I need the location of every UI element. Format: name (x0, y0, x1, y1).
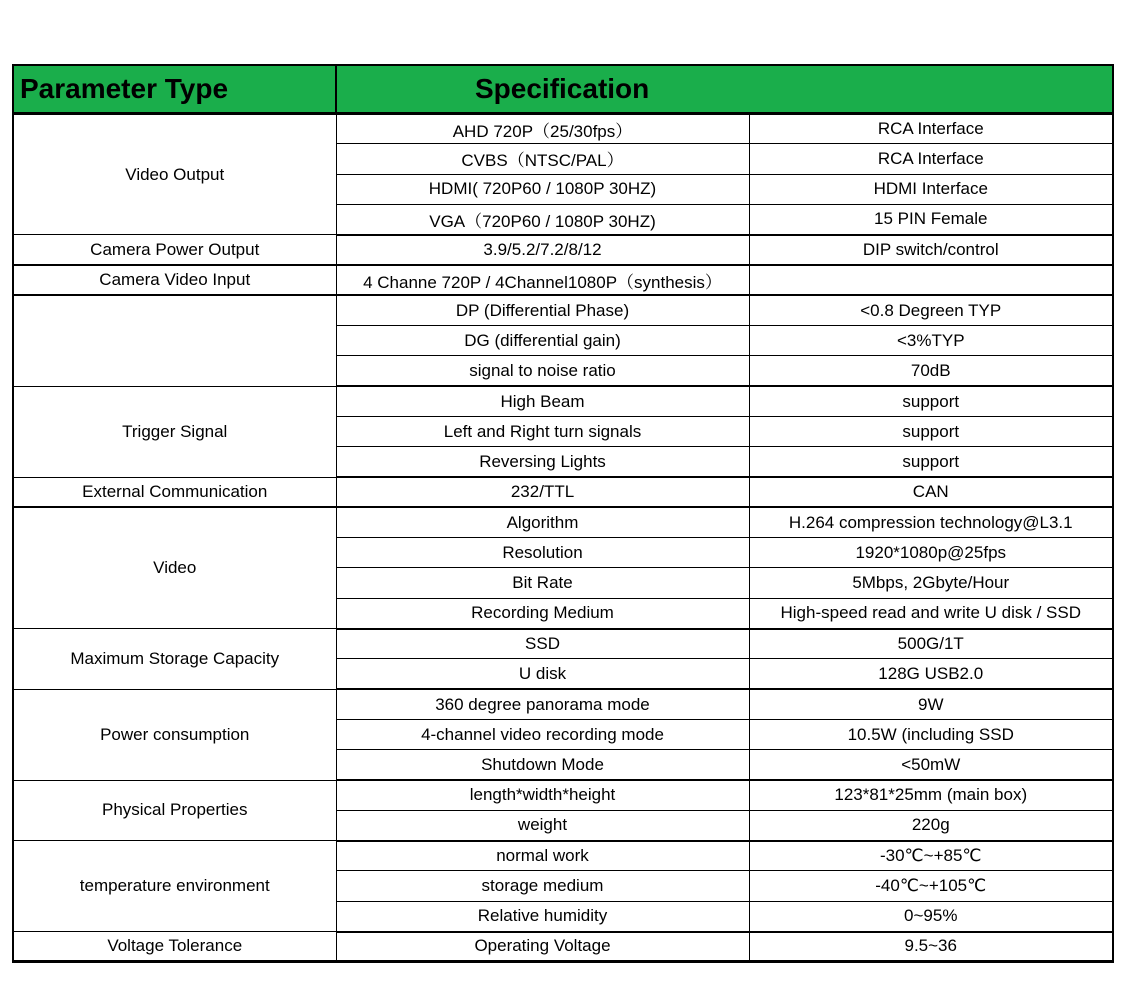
value-cell: RCA Interface (749, 144, 1113, 174)
value-cell: 9W (749, 689, 1113, 719)
specification-cell: Bit Rate (336, 568, 749, 598)
specification-cell: Algorithm (336, 507, 749, 537)
specification-cell: Resolution (336, 538, 749, 568)
table-row (13, 932, 1113, 962)
value-cell: <3%TYP (749, 326, 1113, 356)
table-body (13, 114, 1113, 962)
specification-cell: storage medium (336, 871, 749, 901)
specification-cell: HDMI( 720P60 / 1080P 30HZ) (336, 174, 749, 204)
value-cell: RCA Interface (749, 114, 1113, 144)
parameter-name-cell (13, 295, 336, 386)
specification-cell: DP (Differential Phase) (336, 295, 749, 325)
specification-cell: High Beam (336, 386, 749, 416)
value-cell: DIP switch/control (749, 235, 1113, 265)
value-cell: <0.8 Degreen TYP (749, 295, 1113, 325)
specification-cell: Recording Medium (336, 598, 749, 628)
parameter-name-cell: Voltage Tolerance (13, 932, 336, 962)
specification-cell: VGA（720P60 / 1080P 30HZ) (336, 204, 749, 234)
value-cell (749, 265, 1113, 295)
value-cell: 9.5~36 (749, 932, 1113, 962)
parameter-name-cell: temperature environment (13, 841, 336, 932)
value-cell: 15 PIN Female (749, 204, 1113, 234)
parameter-name-cell: External Communication (13, 477, 336, 507)
value-cell: support (749, 447, 1113, 477)
table-row (13, 507, 1113, 537)
value-cell: support (749, 416, 1113, 446)
value-cell: 500G/1T (749, 629, 1113, 659)
header-specification: Specification (336, 65, 749, 114)
parameter-name-cell: Camera Power Output (13, 235, 336, 265)
table-row (13, 295, 1113, 325)
specification-cell: length*width*height (336, 780, 749, 810)
value-cell: -40℃~+105℃ (749, 871, 1113, 901)
specification-cell: 360 degree panorama mode (336, 689, 749, 719)
table-row (13, 386, 1113, 416)
specification-cell: 232/TTL (336, 477, 749, 507)
table-row (13, 689, 1113, 719)
specification-cell: 4-channel video recording mode (336, 719, 749, 749)
specification-cell: AHD 720P（25/30fps） (336, 114, 749, 144)
value-cell: support (749, 386, 1113, 416)
value-cell: CAN (749, 477, 1113, 507)
value-cell: <50mW (749, 750, 1113, 780)
header-parameter-type: Parameter Type (13, 65, 336, 114)
parameter-name-cell: Maximum Storage Capacity (13, 629, 336, 690)
specification-cell: CVBS（NTSC/PAL） (336, 144, 749, 174)
value-cell: 220g (749, 810, 1113, 840)
table-row (13, 265, 1113, 295)
specification-cell: Left and Right turn signals (336, 416, 749, 446)
value-cell: 0~95% (749, 901, 1113, 931)
table-row (13, 780, 1113, 810)
value-cell: 123*81*25mm (main box) (749, 780, 1113, 810)
header-spacer (749, 65, 1113, 114)
value-cell: 128G USB2.0 (749, 659, 1113, 689)
specification-cell: Operating Voltage (336, 932, 749, 962)
value-cell: 5Mbps, 2Gbyte/Hour (749, 568, 1113, 598)
table-header (13, 65, 1113, 114)
header-row (13, 65, 1113, 114)
spec-table (12, 64, 1114, 963)
table-row (13, 477, 1113, 507)
specification-cell: DG (differential gain) (336, 326, 749, 356)
parameter-name-cell: Power consumption (13, 689, 336, 780)
specification-cell: SSD (336, 629, 749, 659)
specification-cell: weight (336, 810, 749, 840)
table-row (13, 235, 1113, 265)
table-row (13, 841, 1113, 871)
value-cell: 1920*1080p@25fps (749, 538, 1113, 568)
specification-cell: 4 Channe 720P / 4Channel1080P（synthesis） (336, 265, 749, 295)
specification-cell: U disk (336, 659, 749, 689)
specification-cell: Relative humidity (336, 901, 749, 931)
value-cell: -30℃~+85℃ (749, 841, 1113, 871)
table-row (13, 629, 1113, 659)
value-cell: HDMI Interface (749, 174, 1113, 204)
table-row (13, 114, 1113, 144)
parameter-name-cell: Camera Video Input (13, 265, 336, 295)
value-cell: High-speed read and write U disk / SSD (749, 598, 1113, 628)
parameter-name-cell: Video Output (13, 114, 336, 235)
specification-cell: Shutdown Mode (336, 750, 749, 780)
parameter-name-cell: Video (13, 507, 336, 628)
value-cell: 10.5W (including SSD (749, 719, 1113, 749)
specification-cell: signal to noise ratio (336, 356, 749, 386)
parameter-name-cell: Physical Properties (13, 780, 336, 841)
specification-cell: 3.9/5.2/7.2/8/12 (336, 235, 749, 265)
specification-cell: Reversing Lights (336, 447, 749, 477)
value-cell: 70dB (749, 356, 1113, 386)
parameter-name-cell: Trigger Signal (13, 386, 336, 477)
value-cell: H.264 compression technology@L3.1 (749, 507, 1113, 537)
specification-cell: normal work (336, 841, 749, 871)
